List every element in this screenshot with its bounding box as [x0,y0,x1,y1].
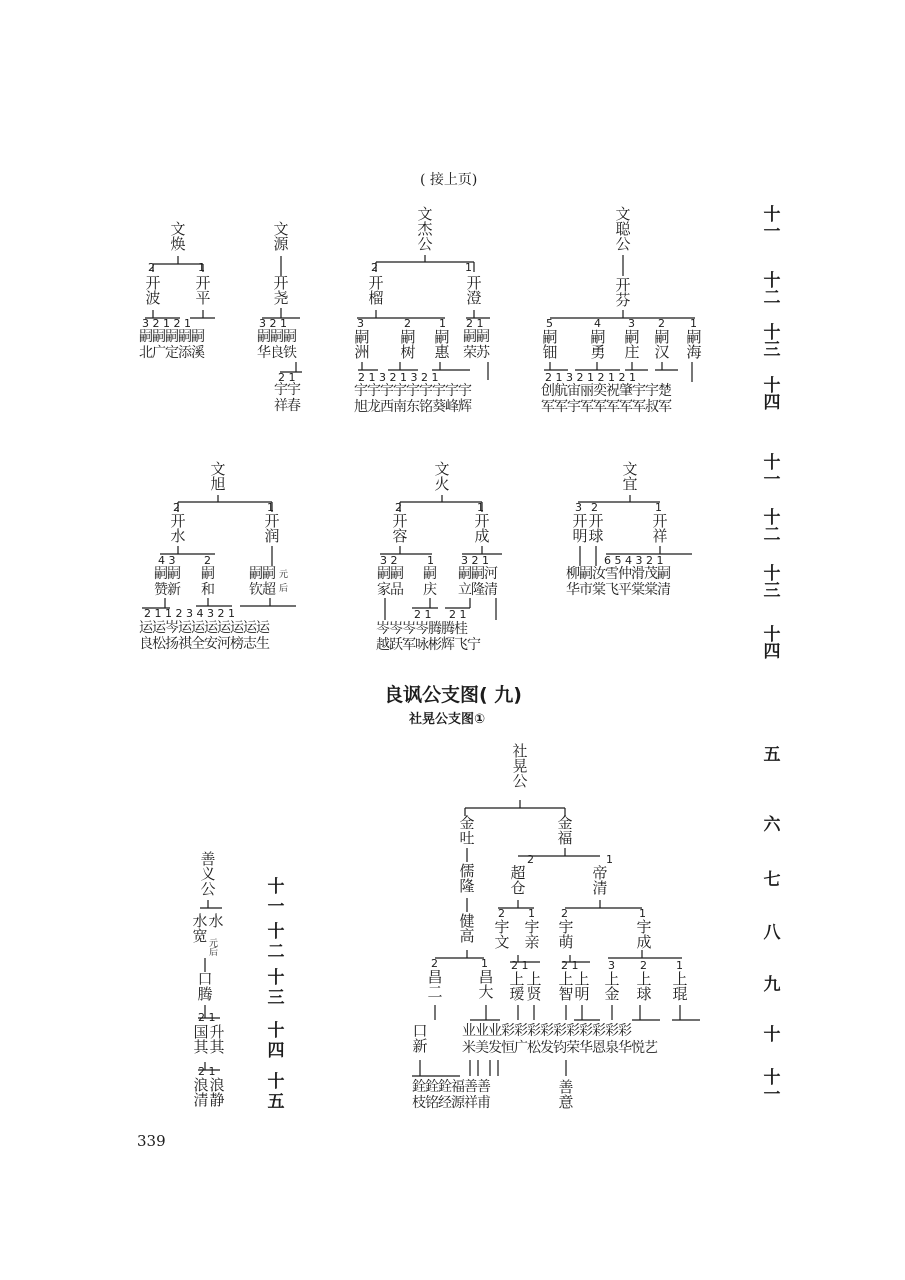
tree-xu-gen13-right-names: 钦超 [249,582,275,598]
main-tree-gen7-num: 2 [527,853,534,866]
tree-huo-gen13-mid: 嗣 [423,566,436,582]
tree-jie-gen13-num: 3 [357,317,364,330]
main-tree-gen8-num: 2 [498,907,505,920]
tree-xu-gen13-mid: 嗣 [201,566,214,582]
main-tree-gen6-b: 金福 [557,814,573,847]
tree-huan-gen13-line2: 北广定添溪 [139,345,204,361]
main-tree-gen9-i: 上琨 [672,970,688,1003]
left-generation-marker-12: 十二 [267,922,285,962]
tree-huo-gen12-num: 1 [477,501,484,514]
tree-yuan-gen13-nums: 3 2 1 [259,317,287,330]
generation-marker-9: 九 [763,975,781,995]
tree-yuan-root: 文源 [273,220,289,253]
tree-huo-gen14-nums: 2 1 [414,608,432,621]
tree-jie-gen13-child: 嗣树 [400,328,416,361]
tree-cong-gen13-child: 嗣庄 [624,328,640,361]
tree-jie-gen14-line2: 旭龙西南东铭葵峰辉 [354,399,471,415]
tree-huan-root: 文焕 [170,220,186,253]
page-number: 339 [137,1132,166,1150]
main-tree-gen10-a: 口新 [412,1022,428,1055]
tree-yi-gen12-num: 1 [655,501,662,514]
generation-marker-6: 六 [763,815,781,835]
tree-huo-gen13-nums: 3 2 [380,554,398,567]
tree-yi-gen13-line1: 柳嗣汝雪仲滑茂嗣 [566,566,670,582]
tree-jie-gen13-num: 2 [404,317,411,330]
main-tree-gen7-a: 儒隆 [459,862,475,895]
left-generation-marker-14: 十四 [267,1021,285,1061]
generation-marker-14: 十四 [763,376,781,413]
main-tree-gen8-num: 1 [528,907,535,920]
tree-cong-gen13-num: 1 [690,317,697,330]
tree-xu-gen13-mid-names: 和 [201,582,214,598]
tree-xu-note: 元 [279,570,289,580]
tree-jie-gen12-child: 开榴 [368,274,384,307]
tree-yuan-gen13-line1: 嗣嗣嗣 [257,329,296,345]
tree-jie-root: 文杰公 [417,205,433,253]
tree-xu-gen13-left-names: 赞新 [154,582,180,598]
tree-cong-gen13-child: 嗣汉 [654,328,670,361]
tree-yi-gen13-line2: 华市棠飞平棠棠清 [566,582,670,598]
generation-marker-12: 十二 [763,508,781,545]
tree-xu-gen14-line2: 良松扬祺全安河榜志生 [139,636,269,652]
main-tree-gen8-d: 宇萌 [558,918,574,951]
tree-huan-gen13-nums: 3 2 1 2 1 [142,317,191,330]
tree-huo-gen13-right: 嗣嗣河 [458,566,497,582]
main-tree-gen9-c: 上瑷 [509,970,525,1003]
main-tree-gen8-b: 宇文 [494,918,510,951]
tree-jie-gen13-child: 嗣惠 [434,328,450,361]
tree-yi-gen12-num: 3 [575,501,582,514]
generation-marker-11: 十一 [763,205,781,242]
tree-huan-gen12-num: 1 [198,261,205,274]
main-tree-gen8-num: 2 [561,907,568,920]
generation-marker-12: 十二 [763,271,781,308]
tree-cong-gen13-num: 3 [628,317,635,330]
left-branch-gen12-b: 水 [208,912,224,930]
main-tree-gen8-c: 宇亲 [524,918,540,951]
tree-jie-gen14-line1: 宇宇宇宇宇宇宇宇宇 [354,383,471,399]
main-tree-gen9-num: 2 [431,957,438,970]
generation-marker-7: 七 [763,870,781,890]
section-subtitle: 社晃公支图① [409,712,486,727]
tree-huan-gen12-child: 开波 [145,274,161,307]
tree-cong-gen14-line1: 创航宙丽奕祝肇宇宇楚 [541,383,671,399]
tree-yi-gen12-child: 开祥 [652,512,668,545]
tree-jie-gen13-pair: 嗣嗣 [463,329,489,345]
main-tree-gen8-a: 健高 [459,912,475,945]
tree-yi-gen12-child: 开明 [572,512,588,545]
main-tree-gen9-e: 上智 [558,970,574,1003]
tree-huo-gen13-right-names: 立隆清 [458,582,497,598]
tree-yuan-gen12: 开尧 [273,274,289,307]
tree-yuan-gen14-line1: 宇宇 [274,382,300,398]
main-tree-gen9-h: 上球 [636,970,652,1003]
generation-marker-13: 十三 [763,564,781,601]
main-tree-gen9-num: 1 [481,957,488,970]
tree-huo-gen14-line1: 岑岑岑岑腾腾桂 [376,621,467,637]
tree-xu-note-2: 后 [279,584,289,594]
generation-marker-14: 十四 [763,625,781,662]
left-branch-gen15-nums: 2 1 [198,1065,216,1078]
tree-cong-gen13-num: 4 [594,317,601,330]
generation-marker-10: 十 [763,1025,781,1045]
tree-jie-gen12-num: 2 [371,261,378,274]
main-tree-gen10-line2: 米美发恒广松发钧荣华恩泉华悦艺 [462,1040,657,1056]
main-tree-gen9-d: 上贤 [526,970,542,1003]
tree-yuan-gen13-line2: 华良铁 [257,345,296,361]
main-tree-gen11-line1: 銓銓銓福善善 [412,1079,490,1095]
main-tree-gen9-b: 昌大 [478,968,494,1001]
left-generation-marker-11: 十一 [267,877,285,917]
tree-xu-root: 文旭 [210,460,226,493]
tree-huo-gen13-left: 嗣嗣 [377,566,403,582]
main-tree-root: 社晃公 [512,742,528,790]
generation-marker-13: 十三 [763,323,781,360]
tree-cong-root: 文聪公 [615,205,631,253]
tree-cong-gen13-child: 嗣海 [686,328,702,361]
tree-xu-gen12-num: 2 [173,501,180,514]
tree-jie-gen14-nums: 2 1 3 2 1 3 2 1 [358,371,439,384]
tree-huo-root: 文火 [434,460,450,493]
tree-xu-gen13-left: 嗣嗣 [154,566,180,582]
continued-from-previous-page: ( 接上页) [420,172,478,188]
main-tree-gen6-a: 金吐 [459,814,475,847]
tree-jie-gen13-pair-names: 荣苏 [463,345,489,361]
main-tree-gen7-num: 1 [606,853,613,866]
left-branch-gen14-b: 升其 [209,1023,225,1056]
left-branch-gen15-b: 浪静 [209,1076,225,1109]
section-title: 良讽公支图( 九) [384,684,522,706]
tree-yi-gen13-nums: 6 5 4 3 2 1 [604,554,664,567]
tree-cong-gen13-child: 嗣钿 [542,328,558,361]
tree-jie-gen13-child: 嗣洲 [354,328,370,361]
left-branch-gen13: 口腾 [197,970,213,1003]
tree-cong-gen13-num: 5 [546,317,553,330]
main-tree-gen9-a: 昌二 [427,968,443,1001]
left-generation-marker-13: 十三 [267,968,285,1008]
tree-jie-gen13-num: 2 1 [466,317,484,330]
tree-huo-gen13-nums: 1 [427,554,434,567]
main-tree-gen8-num: 1 [639,907,646,920]
tree-huo-gen13-left-names: 家品 [377,582,403,598]
main-tree-gen7-b: 超仓 [510,864,526,897]
tree-yi-gen12-child: 开球 [588,512,604,545]
main-tree-gen8-e: 宇成 [636,918,652,951]
left-branch-gen14-nums: 2 1 [198,1011,216,1024]
main-tree-gen7-c: 帝清 [592,864,608,897]
tree-huo-gen12-child: 开成 [474,512,490,545]
tree-yi-gen12-num: 2 [591,501,598,514]
tree-cong-gen13-child: 嗣勇 [590,328,606,361]
main-tree-gen9-g: 上金 [604,970,620,1003]
main-tree-gen9-num: 3 [608,959,615,972]
tree-huan-gen13-line1: 嗣嗣嗣嗣嗣 [139,329,204,345]
tree-yi-root: 文宜 [622,460,638,493]
tree-huo-gen12-child: 开容 [392,512,408,545]
main-tree-gen11-b: 善意 [558,1078,574,1111]
tree-cong-gen12: 开芬 [615,276,631,309]
left-branch-note: 元后 [209,939,219,958]
tree-cong-gen13-num: 2 [658,317,665,330]
main-tree-gen9-num: 2 1 [561,959,579,972]
left-branch-gen15-a: 浪清 [193,1076,209,1109]
main-tree-gen9-num: 2 [640,959,647,972]
tree-huo-gen12-num: 2 [395,501,402,514]
main-tree-gen9-num: 2 1 [511,959,529,972]
generation-marker-5: 五 [763,745,781,765]
main-tree-gen10-line1: 业业业彩彩彩彩彩彩彩彩彩彩 [462,1023,631,1039]
tree-huan-gen12-child: 开平 [195,274,211,307]
tree-huo-gen14-line2: 越跃军咏彬辉飞宁 [376,637,480,653]
main-tree-gen9-num: 1 [676,959,683,972]
tree-huo-gen14-nums: 2 1 [449,608,467,621]
left-generation-marker-15: 十五 [267,1072,285,1112]
left-branch-gen12-a: 水宽 [192,912,208,945]
generation-marker-8: 八 [763,923,781,943]
tree-huan-gen12-num: 2 [148,261,155,274]
tree-huo-gen13-nums: 3 2 1 [461,554,489,567]
tree-xu-gen13-nums: 2 [204,554,211,567]
tree-xu-gen13-nums: 4 3 [158,554,176,567]
tree-jie-gen13-num: 1 [439,317,446,330]
tree-xu-gen12-child: 开润 [264,512,280,545]
tree-yuan-gen14-line2: 祥春 [274,398,300,414]
tree-xu-gen12-child: 开水 [170,512,186,545]
tree-cong-gen14-nums: 2 1 3 2 1 2 1 2 1 [545,371,636,384]
tree-xu-gen14-line1: 运运岑运运运运运运运 [139,620,269,636]
tree-yuan-gen14-nums: 2 1 [278,371,296,384]
generation-marker-11: 十一 [763,1068,781,1105]
tree-xu-gen13-right: 嗣嗣 [249,566,275,582]
tree-jie-gen12-child: 开澄 [466,274,482,307]
main-tree-gen9-f: 上明 [574,970,590,1003]
tree-huo-gen13-mid-names: 庆 [423,582,436,598]
tree-cong-gen14-line2: 军军宇军军军军军叔军 [541,399,671,415]
left-branch-gen14-a: 国其 [193,1023,209,1056]
generation-marker-11: 十一 [763,453,781,490]
tree-jie-gen12-num: 1 [465,261,472,274]
tree-xu-gen14-nums: 2 1 1 2 3 4 3 2 1 [144,607,235,620]
main-tree-gen11-line2: 枝铭经源祥甫 [412,1095,490,1111]
tree-xu-gen12-num: 1 [267,501,274,514]
left-branch-root: 善义公 [200,850,216,898]
